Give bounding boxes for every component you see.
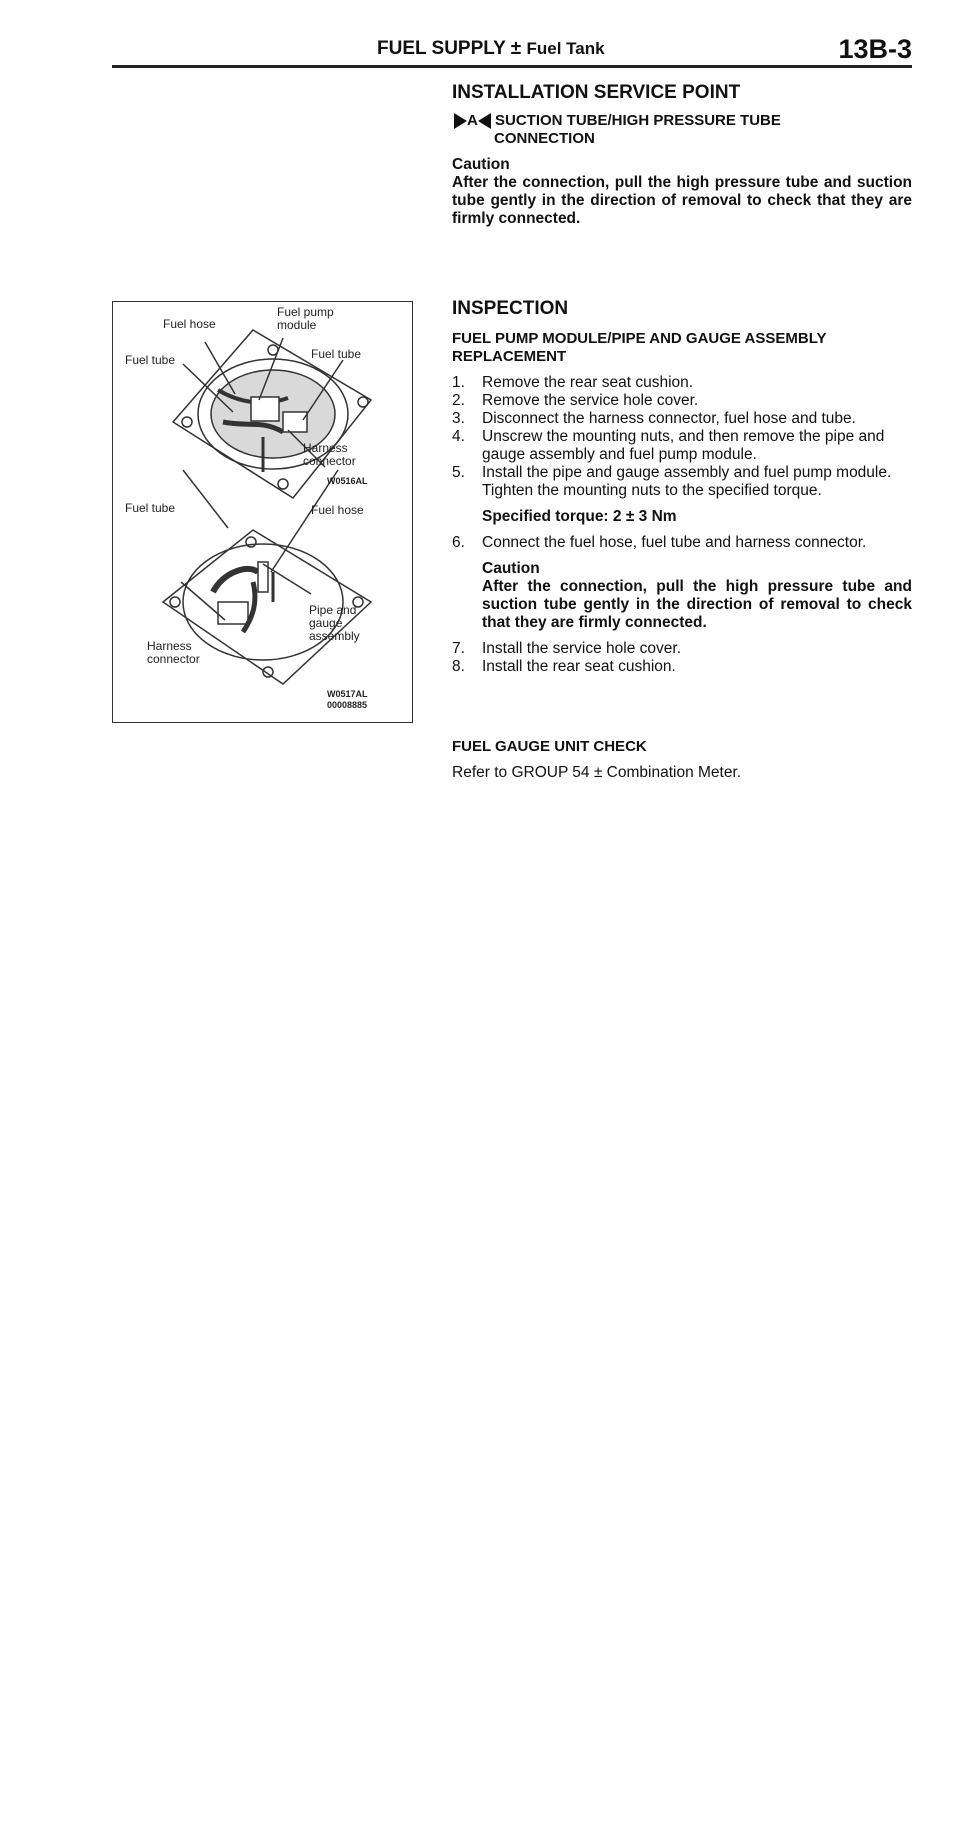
step-text: Disconnect the harness connector, fuel hose and tube. [482, 410, 856, 427]
header-title-main: FUEL SUPPLY ± [377, 38, 527, 59]
page-header [112, 34, 912, 68]
step-item [452, 428, 912, 464]
header-title-sub: Fuel Tank [526, 39, 605, 58]
label-fuel-tube-right: Fuel tube [311, 347, 362, 361]
step-item [452, 410, 912, 428]
inspection-subheading: FUEL PUMP MODULE/PIPE AND GAUGE ASSEMBLY REPLACEMENT [452, 330, 827, 365]
step-number: 6. [452, 534, 465, 551]
bottom-bolt-icon [246, 537, 256, 547]
label-pipe-gauge-assembly: Pipe and gauge assembly [309, 603, 360, 643]
step-text: Install the service hole cover. [482, 640, 682, 657]
top-bolt-icon [358, 397, 368, 407]
specified-torque: Specified torque: 2 ± 3 Nm [482, 508, 677, 525]
service-marker [454, 112, 914, 148]
step-text: Install the rear seat cushion. [482, 658, 676, 675]
label-fuel-tube-left: Fuel tube [125, 353, 176, 367]
marker-right-triangle-icon [454, 113, 467, 129]
step-number: 7. [452, 640, 465, 657]
bottom-bolt-icon [170, 597, 180, 607]
label-harness-connector-top: Harness connector [303, 441, 356, 468]
step-number: 4. [452, 428, 465, 445]
installation-caution [452, 156, 912, 228]
inspection-caution [452, 560, 912, 632]
step-number: 3. [452, 410, 465, 427]
installation-subheading-line2: CONNECTION [494, 130, 595, 147]
page-code: 13B-3 [838, 34, 912, 64]
step-text: Remove the service hole cover. [482, 392, 699, 409]
caution-text: After the connection, pull the high pressure tube and suction tube gently in the direction of removal to check that they are firmly connected. [482, 578, 912, 631]
figure-code-bottom: W0517AL [327, 689, 368, 699]
step-text: Remove the rear seat cushion. [482, 374, 694, 391]
label-fuel-hose-bottom: Fuel hose [311, 503, 364, 517]
steps-list [452, 374, 912, 500]
caution-text: After the connection, pull the high pressure tube and suction tube gently in the direction of removal to check that they are firmly connected. [452, 174, 912, 227]
steps-list-6 [452, 534, 912, 552]
inspection-heading: INSPECTION [452, 298, 569, 319]
installation-section [452, 82, 912, 104]
step-item [452, 464, 912, 500]
step-number: 2. [452, 392, 465, 409]
step-number: 8. [452, 658, 465, 675]
top-bolt-icon [182, 417, 192, 427]
step-number: 1. [452, 374, 465, 391]
top-bolt-icon [278, 479, 288, 489]
caution-label: Caution [452, 156, 510, 173]
figure-id: 00008885 [327, 700, 368, 710]
inspection-section [452, 298, 912, 676]
header-title [377, 38, 605, 60]
label-fuel-pump-module: Fuel pump module [277, 305, 334, 332]
marker-letter: A [467, 112, 478, 129]
label-fuel-tube-bottom: Fuel tube [125, 501, 176, 515]
installation-subheading-line1: SUCTION TUBE/HIGH PRESSURE TUBE [495, 112, 781, 129]
fuel-pump-figure [112, 301, 413, 723]
step-number: 5. [452, 464, 465, 481]
label-fuel-hose-top: Fuel hose [163, 317, 216, 331]
header-rule [112, 65, 912, 68]
figure-code-top: W0516AL [327, 476, 368, 486]
caution-label: Caution [482, 560, 540, 577]
gauge-check-heading: FUEL GAUGE UNIT CHECK [452, 738, 647, 755]
marker-left-triangle-icon [478, 113, 491, 129]
step-item [452, 640, 912, 658]
step-item [452, 392, 912, 410]
step-text: Connect the fuel hose, fuel tube and harness connector. [482, 534, 867, 551]
step-item [452, 658, 912, 676]
step-text: Install the pipe and gauge assembly and fuel pump module. Tighten the mounting nuts to the specified torque. [482, 464, 892, 499]
installation-heading: INSTALLATION SERVICE POINT [452, 82, 741, 103]
step-item [452, 534, 912, 552]
gauge-check-section [452, 738, 912, 782]
gauge-check-text: Refer to GROUP 54 ± Combination Meter. [452, 764, 742, 781]
label-harness-connector-bottom: Harness connector [147, 639, 200, 666]
step-text: Unscrew the mounting nuts, and then remove the pipe and gauge assembly and fuel pump module. [482, 428, 885, 463]
steps-list-end [452, 640, 912, 676]
step-item [452, 374, 912, 392]
